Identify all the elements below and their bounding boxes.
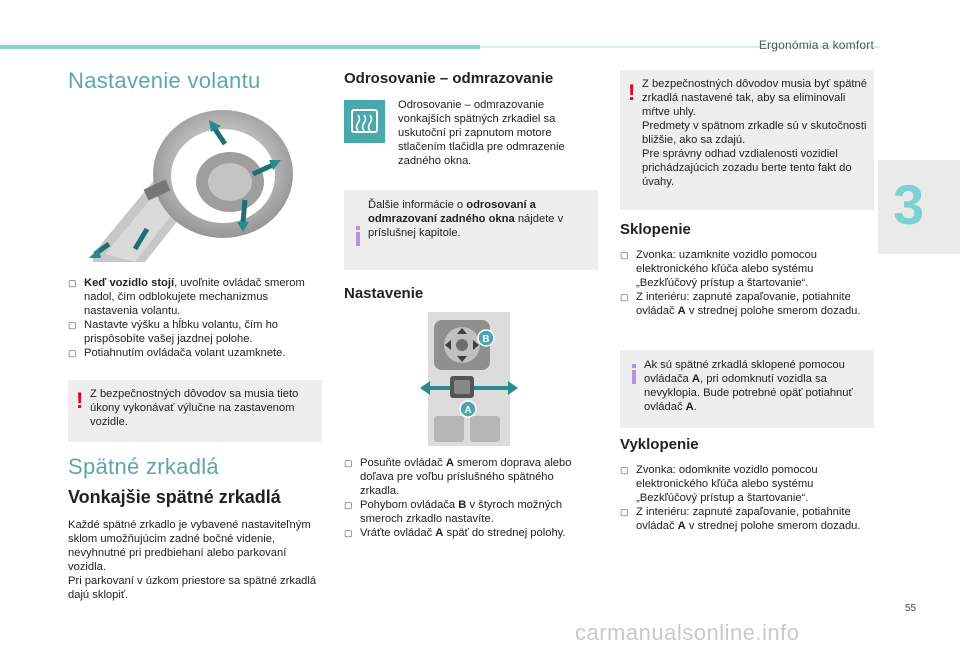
fold-steps bbox=[620, 248, 876, 318]
step-text: , uvoľnite ovládač smerom nadol, čím odblokujete mechanizmus nastavenia volantu. bbox=[84, 277, 305, 317]
list-item bbox=[68, 318, 320, 346]
step-text: Nastavte výšku a hĺbku volantu, čím ho prispôsobíte vašej jazdnej polohe. bbox=[84, 319, 279, 345]
warning-text: Z bezpečnostných dôvodov sa musia tieto úkony vykonávať výlučne na zastavenom vozidle. bbox=[90, 388, 299, 428]
step-bold: Keď vozidlo stojí bbox=[84, 277, 175, 289]
step-text: Zvonka: odomknite vozidlo pomocou elektronického kľúča alebo systému „Bezkľúčový prístup a štartovanie“. bbox=[636, 464, 818, 504]
list-item bbox=[68, 346, 320, 360]
warning-box bbox=[620, 70, 874, 210]
step-text: späť do strednej polohy. bbox=[443, 527, 566, 539]
step-bold: A bbox=[677, 520, 686, 532]
header-accent-bar bbox=[0, 45, 480, 49]
list-item bbox=[620, 290, 876, 318]
step-bold: A bbox=[445, 457, 454, 469]
chapter-number: 3 bbox=[893, 173, 925, 236]
info-text bbox=[368, 198, 590, 240]
info-text-bold: A bbox=[691, 373, 700, 385]
info-text-post: . bbox=[693, 401, 697, 413]
exterior-mirrors-text bbox=[68, 518, 320, 602]
info-icon-bar bbox=[356, 232, 360, 246]
step-text: Zvonka: uzamknite vozidlo pomocou elektronického kľúča alebo systému „Bezkľúčový prístup a štartovanie“. bbox=[636, 249, 817, 289]
warning-box bbox=[68, 380, 322, 442]
mirror-switch-illustration bbox=[420, 312, 518, 446]
info-text-post: nájdete v príslušnej kapitole. bbox=[368, 213, 564, 239]
unfold-steps bbox=[620, 463, 876, 533]
steering-wheel-illustration bbox=[85, 104, 297, 262]
exterior-mirrors-title: Vonkajšie spätné zrkadlá bbox=[68, 487, 281, 507]
list-item bbox=[620, 248, 876, 290]
page-number: 55 bbox=[905, 603, 917, 614]
switch-label-b: B bbox=[482, 334, 490, 345]
list-item bbox=[620, 505, 876, 533]
step-text: Z interiéru: zapnuté zapaľovanie, potiahnite ovládač bbox=[636, 506, 851, 532]
info-text-bold: odrosovaní a odmrazovaní zadného okna bbox=[368, 199, 536, 225]
step-text: v strednej polohe smerom dozadu. bbox=[685, 305, 861, 317]
info-icon-bar bbox=[632, 370, 636, 384]
info-icon bbox=[356, 226, 360, 230]
step-text: v strednej polohe smerom dozadu. bbox=[685, 520, 861, 532]
info-text-mid: , pri odomknutí vozidla sa nevyklopia. Bude potrebné opäť potiahnuť ovládač bbox=[644, 373, 853, 413]
adjust-title: Nastavenie bbox=[344, 285, 424, 302]
step-text: Pohybom ovládača bbox=[360, 499, 459, 511]
adjust-steps bbox=[344, 456, 596, 540]
paragraph: Pri parkovaní v úzkom priestore sa spätné zrkadlá dajú sklopiť. bbox=[68, 575, 317, 601]
switch-label-a: A bbox=[464, 405, 472, 416]
list-item bbox=[344, 498, 596, 526]
step-text: Posuňte ovládač bbox=[360, 457, 446, 469]
warning-icon: ! bbox=[628, 80, 636, 105]
info-box bbox=[620, 350, 874, 428]
steering-title: Nastavenie volantu bbox=[68, 68, 261, 93]
info-icon bbox=[632, 364, 636, 368]
steering-steps bbox=[68, 276, 320, 360]
warning-icon: ! bbox=[76, 388, 84, 413]
info-text-pre: Ďalšie informácie o bbox=[368, 199, 467, 211]
unfold-title: Vyklopenie bbox=[620, 436, 699, 453]
info-text bbox=[644, 358, 866, 414]
info-text-bold: A bbox=[685, 401, 694, 413]
list-item bbox=[620, 463, 876, 505]
step-text: smerom doprava alebo doľava pre voľbu príslušného spätného zrkadla. bbox=[360, 457, 572, 497]
step-bold: A bbox=[435, 527, 444, 539]
step-bold: A bbox=[677, 305, 686, 317]
mirrors-title: Spätné zrkadlá bbox=[68, 454, 219, 479]
defrost-title: Odrosovanie – odmrazovanie bbox=[344, 70, 554, 87]
warning-text: Z bezpečnostných dôvodov musia byť spätné zrkadlá nastavené tak, aby sa eliminovali mŕtve uhly. Predmety v spätnom zrkadle sú v skutočnosti bližšie, ako sa zdajú. Pre správny odhad vzdialenosti vozidiel prichádzajúcich zozadu berte tento fakt do úvahy. bbox=[642, 78, 867, 188]
fold-title: Sklopenie bbox=[620, 221, 691, 238]
step-bold: B bbox=[458, 499, 467, 511]
list-item bbox=[344, 456, 596, 498]
defrost-text: Odrosovanie – odmrazovanie vonkajších spätných zrkadiel sa uskutoční pri zapnutom motore stlačením tlačidla pre odmrazenie zadného okna. bbox=[398, 99, 565, 167]
list-item bbox=[68, 276, 320, 318]
watermark: carmanualsonline.info bbox=[575, 620, 800, 645]
list-item bbox=[344, 526, 596, 540]
step-text: Vráťte ovládač bbox=[360, 527, 436, 539]
section-header: Ergonómia a komfort bbox=[758, 38, 874, 52]
step-text: Z interiéru: zapnuté zapaľovanie, potiahnite ovládač bbox=[636, 291, 851, 317]
step-text: v štyroch možných smeroch zrkadlo nastavíte. bbox=[360, 499, 563, 525]
rear-defrost-icon bbox=[344, 100, 385, 143]
step-text: Potiahnutím ovládača volant uzamknete. bbox=[84, 347, 286, 359]
info-box bbox=[344, 190, 598, 270]
paragraph: Každé spätné zrkadlo je vybavené nastaviteľným sklom umožňujúcim zadné bočné videnie, nevyhnutné pri predbiehaní alebo parkovaní vozidla. bbox=[68, 519, 311, 573]
info-text-pre: Ak sú spätné zrkadlá sklopené pomocou ovládača bbox=[644, 359, 845, 385]
